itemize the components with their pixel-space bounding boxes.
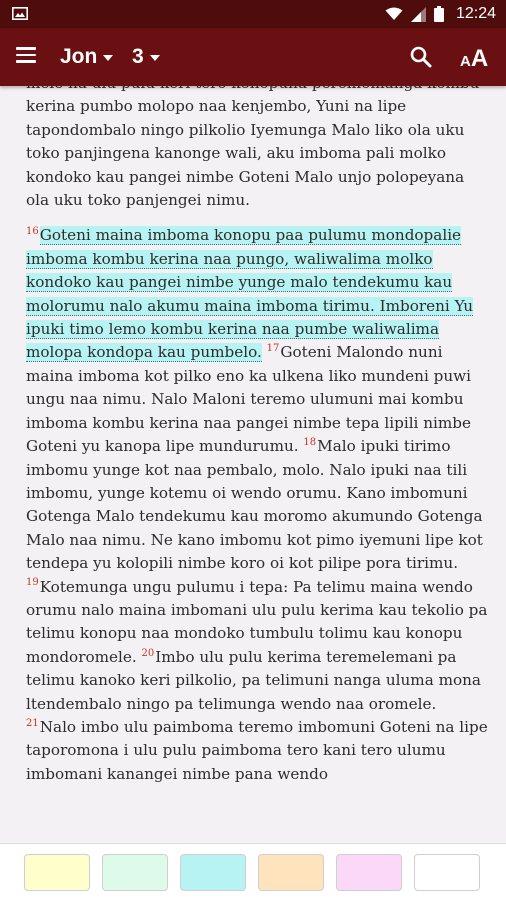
verse-number: 17 <box>266 343 280 355</box>
paragraph <box>26 224 488 575</box>
highlight-swatch-none[interactable] <box>414 854 480 891</box>
highlight-swatch-green[interactable] <box>102 854 168 891</box>
book-selector[interactable] <box>60 42 113 72</box>
verse-number: 19 <box>26 577 39 589</box>
highlight-swatch-orange[interactable] <box>258 854 324 891</box>
status-icons <box>385 0 496 28</box>
image-notification-icon <box>12 7 28 20</box>
highlight-swatch-cyan[interactable] <box>180 854 246 891</box>
font-size-icon-large: A <box>470 45 489 72</box>
chapter-selector[interactable] <box>132 42 160 72</box>
verse-text[interactable]: Goteni Malondo nuni maina imboma kot pilko eno ka ulkena liko mundeni puwi ungu naa nimu. Nalo Maloni teremo ulumuni mai kombu imboma kombu kerina naa pangei nimbe tepa lipili nimbe Goteni yu kanopa lipe mundurumu. <box>26 343 471 456</box>
chapter-text <box>26 72 488 786</box>
verse-text[interactable]: Kotemunga ungu pulumu i tepa: Pa telimu maina wendo orumu nalo maina imbomani ulu pulu kerima kau tekolio pa telimu konopu naa mondoko tumbulu tolimu kau konopu mondoromele. <box>26 577 488 666</box>
dropdown-caret-icon <box>150 55 160 61</box>
hamburger-icon <box>16 47 36 50</box>
highlighted-verse[interactable]: Goteni maina imboma konopu paa pulumu mondopalie imboma kombu kerina naa pungo, waliwalima molko kondoko kau pangei nimbe yunge malo tendekumu kau molorumu nalo akumu maina imboma tirimu. Imboreni Yu ipuki timo lemo kombu kerina naa pumbe waliwalima molopa kondopa kau pumbelo. <box>26 226 474 362</box>
text-size-button[interactable] <box>460 42 488 72</box>
reader-content[interactable] <box>0 86 506 843</box>
highlight-swatch-pink[interactable] <box>336 854 402 891</box>
search-icon[interactable] <box>408 44 434 70</box>
highlight-swatch-yellow[interactable] <box>24 854 90 891</box>
verse-number: 16 <box>26 226 39 238</box>
hamburger-icon-line <box>16 60 36 63</box>
verse-text[interactable]: Imbo ulu pulu kerima teremelemani pa telimu kanoko keri pilkolio, pa telimuni nanga uluma mona ltendembalo ningo pa telimunga wendo naa oromele. <box>26 647 481 713</box>
book-label: Jon <box>60 45 98 68</box>
dropdown-caret-icon <box>103 55 113 61</box>
chapter-label: 3 <box>132 45 144 68</box>
status-bar <box>0 0 506 28</box>
wifi-icon <box>385 7 403 21</box>
paragraph <box>26 72 488 212</box>
verse-text[interactable]: Malo ipuki tirimo imbomu yunge kot naa pembalo, molo. Nalo ipuki naa tili imbomu, yunge kotemu oi wendo orumu. Kano imbomuni Gotenga Malo tendekumu kau moromo akumundo Gotenga Malo naa nimu. Ne kano imbomu kot pimo iyemuni lipe kot tendepa yu kolopili nimbe koro oi kot pilipe pora tirimu. <box>26 437 483 573</box>
verse-text[interactable]: kerina pumbo molopo naa kenjembo, Yuni na lipe tapondombalo ningo pilkolio Iyemunga Malo liko ola uku toko panjingena kanonge wali, aku imboma pali molko kondoko kau pangei nimbe Goteni Malo unjo polopeyana ola uku toko panjengei nimu. <box>26 97 465 210</box>
highlight-palette <box>0 843 506 901</box>
verse-text[interactable]: Nalo imbo ulu paimboma teremo imbomuni Goteni na lipe taporomona i ulu pulu paimboma tero kani tero ulumu imbomani kanangei nimbe pana wendo <box>26 717 488 783</box>
menu-button[interactable] <box>14 44 40 70</box>
font-size-icon: A <box>460 53 471 70</box>
verse-number: 18 <box>303 437 317 449</box>
cellular-signal-icon <box>411 7 426 22</box>
verse-number: 21 <box>26 717 39 729</box>
verse-number: 20 <box>141 647 155 659</box>
hamburger-icon-line <box>16 54 36 57</box>
status-time: 12:24 <box>455 5 496 22</box>
battery-icon <box>434 6 444 22</box>
app-bar <box>0 28 506 86</box>
paragraph <box>26 576 488 787</box>
